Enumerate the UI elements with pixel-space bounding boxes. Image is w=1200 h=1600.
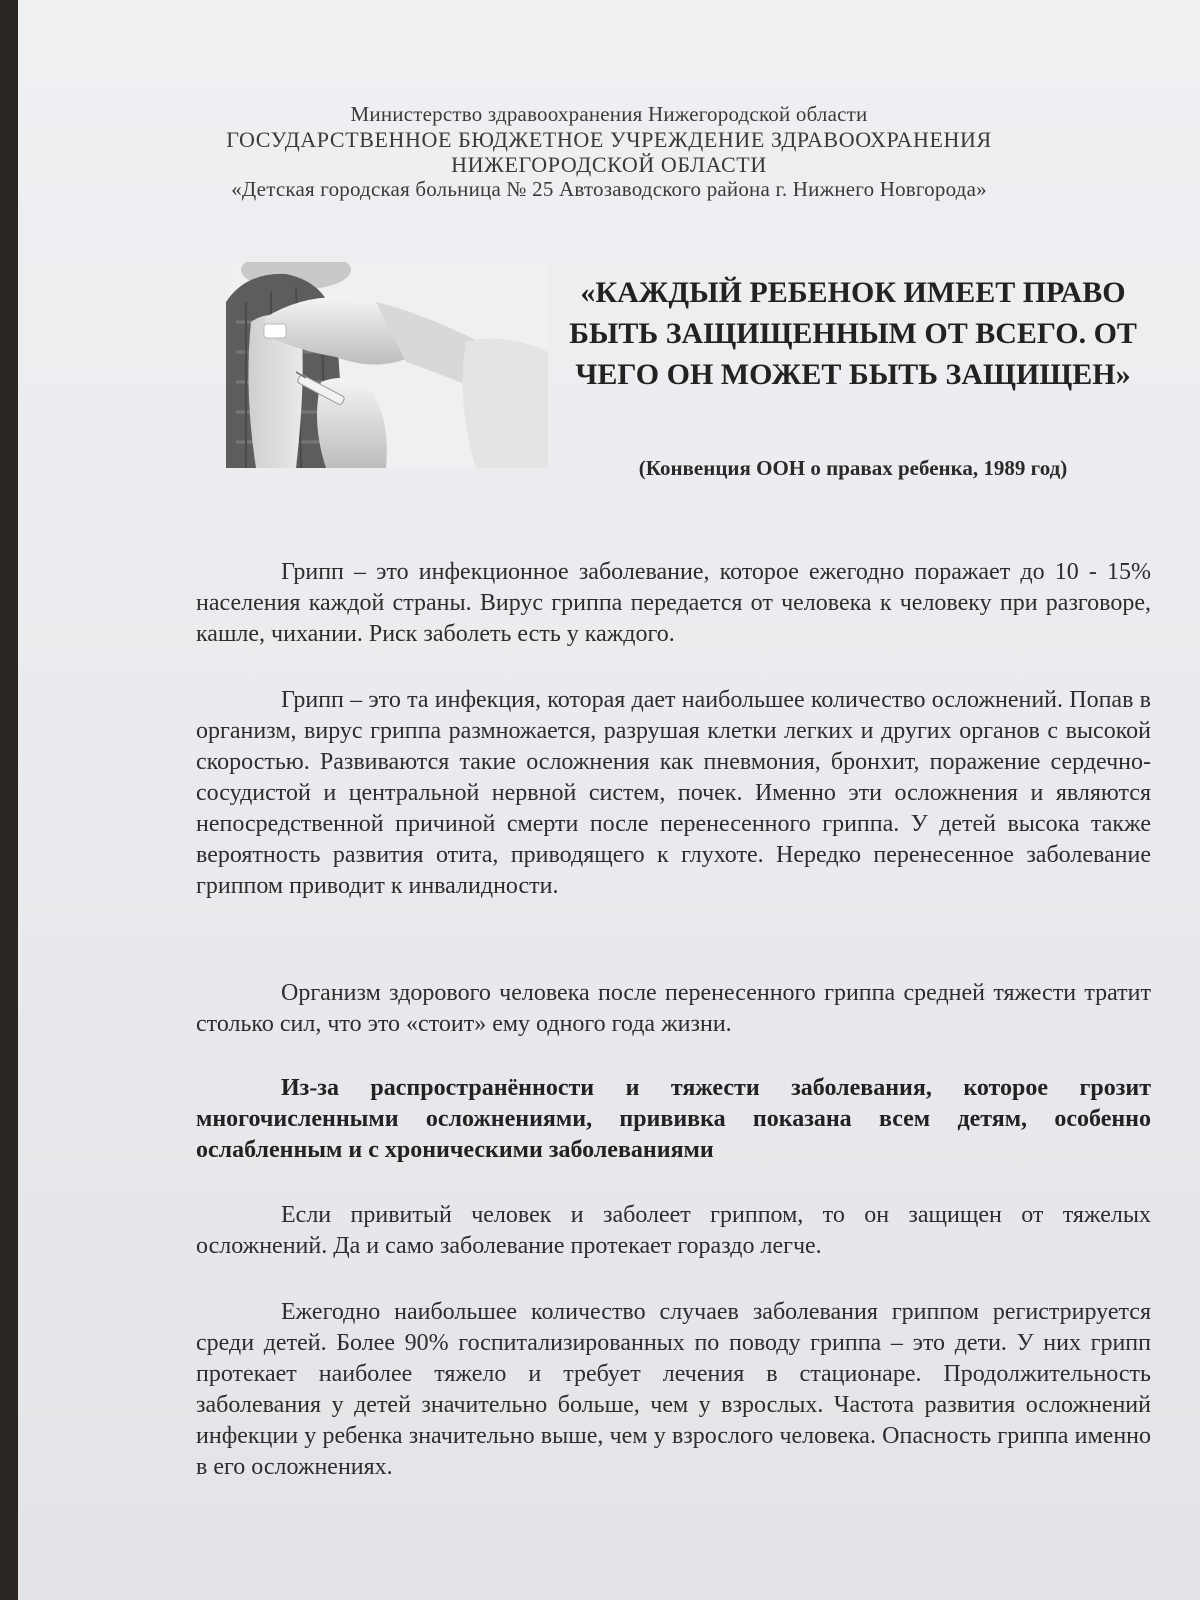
paragraph-4-block <box>196 1073 1151 1166</box>
letterhead <box>18 102 1200 202</box>
highlighted-paragraph: Из-за распространённости и тяжести заболевания, которое грозит многочисленными осложнениями, прививка показана всем детям, особенно ослабленным и с хроническими заболеваниями <box>196 1075 1151 1163</box>
ministry-name: Министерство здравоохранения Нижегородской области <box>350 102 868 126</box>
paragraph-1-block <box>196 557 1151 650</box>
document-page <box>18 0 1200 1600</box>
paragraph-6-block <box>196 1297 1151 1483</box>
organization-name-line2: НИЖЕГОРОДСКОЙ ОБЛАСТИ <box>451 152 767 177</box>
hospital-name: «Детская городская больница № 25 Автозаводского района г. Нижнего Новгорода» <box>231 177 987 201</box>
paragraph: Ежегодно наибольшее количество случаев заболевания гриппом регистрируется среди детей. Более 90% госпитализированных по поводу гриппа – это дети. У них грипп протекает наиболее тяжело и требует лечения в стационаре. Продолжительность заболевания у детей значительно больше, чем у взрослых. Частота развития осложнений инфекции у ребенка значительно выше, чем у взрослого человека. Опасность гриппа именно в его осложнениях. <box>196 1299 1151 1480</box>
quote-source: (Конвенция ООН о правах ребенка, 1989 год) <box>638 456 1068 480</box>
paragraph: Грипп – это инфекционное заболевание, которое ежегодно поражает до 10 - 15% населения каждой страны. Вирус гриппа передается от человека к человеку при разговоре, кашле, чихании. Риск заболеть есть у каждого. <box>196 559 1151 647</box>
vaccination-photo <box>226 262 548 468</box>
paragraph: Организм здорового человека после перенесенного гриппа средней тяжести тратит столько сил, что это «стоит» ему одного года жизни. <box>196 980 1151 1037</box>
paragraph-2-block <box>196 685 1151 902</box>
quote-heading: «КАЖДЫЙ РЕБЕНОК ИМЕЕТ ПРАВО БЫТЬ ЗАЩИЩЕННЫМ ОТ ВСЕГО. ОТ ЧЕГО ОН МОЖЕТ БЫТЬ ЗАЩИЩЕН» <box>569 276 1137 391</box>
paragraph-3-block <box>196 978 1151 1040</box>
paragraph-5-block <box>196 1200 1151 1262</box>
paragraph: Если привитый человек и заболеет гриппом, то он защищен от тяжелых осложнений. Да и само заболевание протекает гораздо легче. <box>196 1202 1151 1259</box>
organization-name-line1: ГОСУДАРСТВЕННОЕ БЮДЖЕТНОЕ УЧРЕЖДЕНИЕ ЗДРАВООХРАНЕНИЯ <box>226 127 992 152</box>
paragraph: Грипп – это та инфекция, которая дает наибольшее количество осложнений. Попав в организм, вирус гриппа размножается, разрушая клетки легких и других органов с высокой скоростью. Развиваются такие осложнения как пневмония, бронхит, поражение сердечно-сосудистой и центральной нервной систем, почек. Именно эти осложнения и являются непосредственной причиной смерти после перенесенного гриппа. У детей высока также вероятность развития отита, приводящего к глухоте. Нередко перенесенное заболевание гриппом приводит к инвалидности. <box>196 687 1151 899</box>
